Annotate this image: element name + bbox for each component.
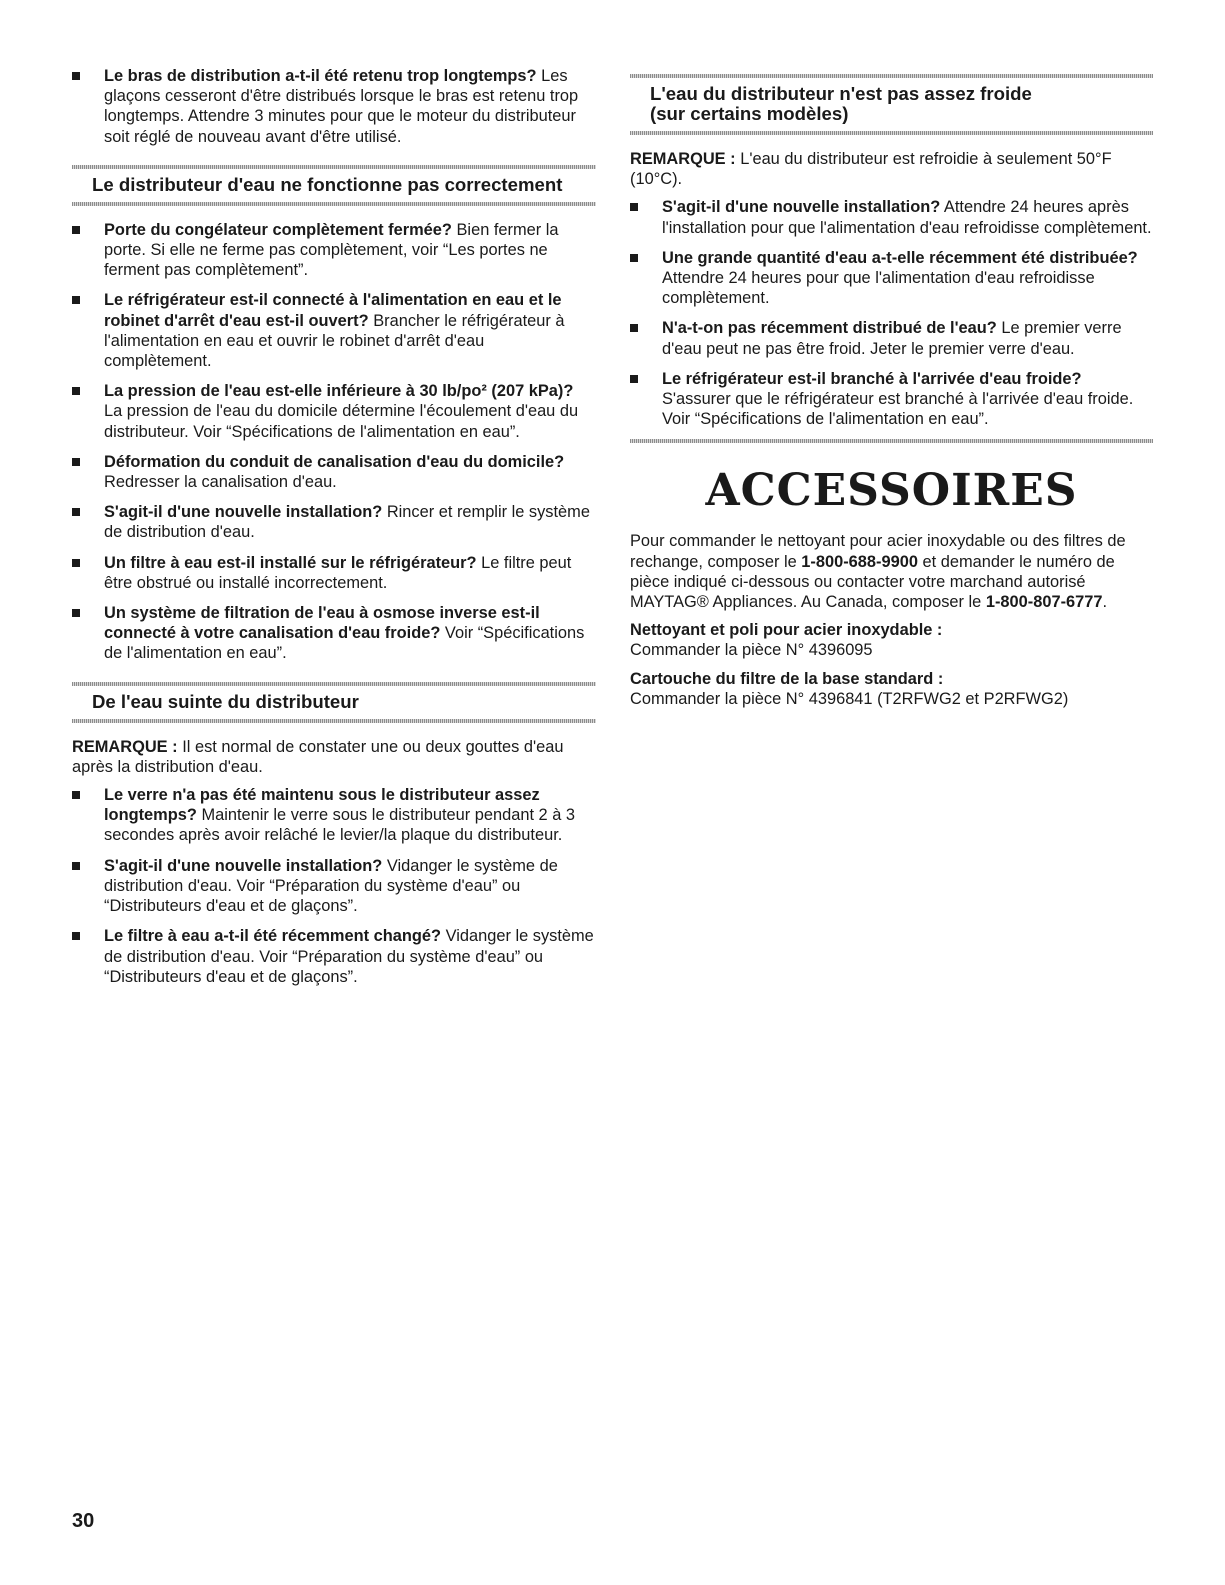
- left-column: [72, 66, 596, 997]
- list-item: Une grande quantité d'eau a-t-elle récemment été distribuée? Attendre 24 heures pour que l'alimentation d'eau refroidisse complètement.: [630, 248, 1153, 309]
- troubleshoot-list: [72, 785, 596, 987]
- note: REMARQUE : Il est normal de constater une ou deux gouttes d'eau après la distribution d'eau.: [72, 737, 564, 776]
- section-header: [630, 74, 1153, 135]
- section-header: [72, 165, 596, 206]
- section-title: De l'eau suinte du distributeur: [92, 690, 359, 712]
- section-header: [72, 682, 596, 723]
- troubleshoot-list: [630, 197, 1153, 429]
- accessories-intro: Pour commander le nettoyant pour acier inoxydable ou des filtres de rechange, composer le 1-800-688-9900 et demander le numéro de pièce indiqué ci-dessous ou contacter votre marchand autorisé MAYTAG® Appliances. Au Canada, composer le 1-800-807-6777.: [630, 532, 1126, 612]
- phone-number: 1-800-688-9900: [801, 552, 918, 571]
- note: REMARQUE : L'eau du distributeur est refroidie à seulement 50°F (10°C).: [630, 150, 1112, 189]
- section-title: L'eau du distributeur n'est pas assez froide: [650, 83, 1032, 104]
- phone-number: 1-800-807-6777: [985, 593, 1103, 612]
- list-item: Le réfrigérateur est-il connecté à l'alimentation en eau et le robinet d'arrêt d'eau est-il ouvert? Brancher le réfrigérateur à l'alimentation en eau et ouvrir le robinet d'arrêt d'eau complètement.: [72, 290, 596, 371]
- list-item: S'agit-il d'une nouvelle installation? Attendre 24 heures après l'installation pour que l'alimentation d'eau refroidisse complètement.: [630, 197, 1153, 237]
- divider: [630, 439, 1153, 443]
- intro-list: [72, 66, 596, 147]
- list-item: Porte du congélateur complètement fermée? Bien fermer la porte. Si elle ne ferme pas complètement, voir “Les portes ne ferment pas complètement”.: [72, 220, 596, 281]
- list-item: Un système de filtration de l'eau à osmose inverse est-il connecté à votre canalisation d'eau froide? Voir “Spécifications de l'alimentation en eau”.: [72, 603, 596, 664]
- list-item: Le verre n'a pas été maintenu sous le distributeur assez longtemps? Maintenir le verre sous le distributeur pendant 2 à 3 secondes après avoir relâché le levier/la plaque du distributeur.: [72, 785, 596, 846]
- troubleshoot-list: [72, 220, 596, 664]
- divider: [630, 131, 1153, 135]
- divider: [72, 165, 596, 169]
- list-item: La pression de l'eau est-elle inférieure à 30 lb/po² (207 kPa)? La pression de l'eau du domicile détermine l'écoulement d'eau du distributeur. Voir “Spécifications de l'alimentation en eau”.: [72, 381, 596, 442]
- list-item: N'a-t-on pas récemment distribué de l'eau? Le premier verre d'eau peut ne pas être froid. Jeter le premier verre d'eau.: [630, 318, 1153, 358]
- list-item: Déformation du conduit de canalisation d'eau du domicile? Redresser la canalisation d'eau.: [72, 452, 596, 492]
- list-item: Un filtre à eau est-il installé sur le réfrigérateur? Le filtre peut être obstrué ou installé incorrectement.: [72, 553, 596, 593]
- section-title: Le distributeur d'eau ne fonctionne pas correctement: [92, 173, 563, 195]
- list-item: S'agit-il d'une nouvelle installation? Vidanger le système de distribution d'eau. Voir “Préparation du système d'eau” ou “Distributeurs d'eau et de glaçons”.: [72, 856, 596, 917]
- list-item: Le bras de distribution a-t-il été retenu trop longtemps? Les glaçons cesseront d'être distribués lorsque le bras est retenu trop longtemps. Attendre 3 minutes pour que le moteur du distributeur soit réglé de nouveau avant d'être utilisé.: [72, 66, 596, 147]
- divider: [72, 202, 596, 206]
- divider: [72, 682, 596, 686]
- list-item: Le filtre à eau a-t-il été récemment changé? Vidanger le système de distribution d'eau. Voir “Préparation du système d'eau” ou “Distributeurs d'eau et de glaçons”.: [72, 926, 596, 987]
- divider: [72, 719, 596, 723]
- divider: [630, 74, 1153, 78]
- page-number: 30: [72, 1510, 95, 1532]
- accessory-title: Cartouche du filtre de la base standard :: [630, 669, 944, 688]
- accessories-title: ACCESSOIRES: [705, 465, 1078, 517]
- accessory-part: Commander la pièce N° 4396095: [630, 641, 873, 660]
- list-item: S'agit-il d'une nouvelle installation? Rincer et remplir le système de distribution d'eau.: [72, 502, 596, 542]
- list-item: Le réfrigérateur est-il branché à l'arrivée d'eau froide? S'assurer que le réfrigérateur est branché à l'arrivée d'eau froide. Voir “Spécifications de l'alimentation en eau”.: [630, 369, 1153, 430]
- section-subtitle: (sur certains modèles): [650, 103, 849, 124]
- accessory-part: Commander la pièce N° 4396841 (T2RFWG2 et P2RFWG2): [630, 689, 1069, 708]
- right-column: [630, 74, 1153, 717]
- accessory-title: Nettoyant et poli pour acier inoxydable :: [630, 621, 943, 640]
